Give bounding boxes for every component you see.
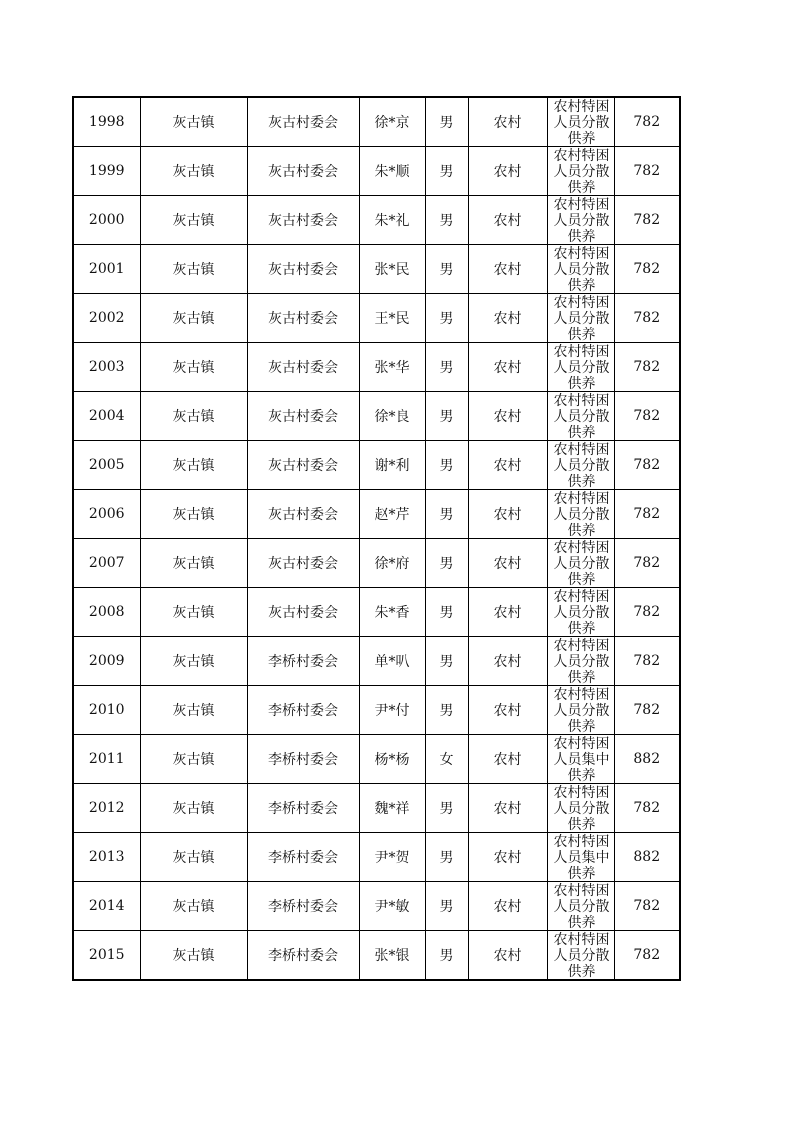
row-number: 2005	[73, 441, 140, 490]
village-committee-cell: 灰古村委会	[247, 245, 359, 294]
amount-cell: 782	[614, 784, 680, 833]
town-cell: 灰古镇	[140, 245, 247, 294]
table-row	[73, 147, 680, 196]
area-cell: 农村	[468, 294, 547, 343]
area-cell: 农村	[468, 196, 547, 245]
assistance-type-text: 农村特困人员分散供养	[553, 540, 610, 587]
assistance-type-text: 农村特困人员分散供养	[553, 99, 610, 146]
area-cell: 农村	[468, 588, 547, 637]
village-committee-cell: 李桥村委会	[247, 735, 359, 784]
name-cell: 张*银	[359, 931, 425, 981]
area-cell: 农村	[468, 784, 547, 833]
village-committee-cell: 灰古村委会	[247, 441, 359, 490]
town-cell: 灰古镇	[140, 784, 247, 833]
name-cell: 谢*利	[359, 441, 425, 490]
town-cell: 灰古镇	[140, 392, 247, 441]
row-number: 2008	[73, 588, 140, 637]
town-cell: 灰古镇	[140, 637, 247, 686]
assistance-type-text: 农村特困人员分散供养	[553, 687, 610, 734]
gender-cell: 男	[425, 392, 468, 441]
row-number: 2011	[73, 735, 140, 784]
name-cell: 单*叭	[359, 637, 425, 686]
name-cell: 尹*贺	[359, 833, 425, 882]
row-number: 2006	[73, 490, 140, 539]
row-number: 2000	[73, 196, 140, 245]
amount-cell: 782	[614, 245, 680, 294]
gender-cell: 男	[425, 441, 468, 490]
row-number: 2015	[73, 931, 140, 981]
assistance-type-text: 农村特困人员分散供养	[553, 393, 610, 440]
assistance-type-cell	[547, 343, 614, 392]
assistance-type-text: 农村特困人员分散供养	[553, 491, 610, 538]
name-cell: 张*华	[359, 343, 425, 392]
town-cell: 灰古镇	[140, 735, 247, 784]
table-row	[73, 441, 680, 490]
town-cell: 灰古镇	[140, 97, 247, 147]
area-cell: 农村	[468, 686, 547, 735]
assistance-type-cell	[547, 294, 614, 343]
amount-cell: 782	[614, 637, 680, 686]
table-row	[73, 833, 680, 882]
assistance-type-text: 农村特困人员分散供养	[553, 197, 610, 244]
village-committee-cell: 灰古村委会	[247, 294, 359, 343]
name-cell: 杨*杨	[359, 735, 425, 784]
table-row	[73, 392, 680, 441]
area-cell: 农村	[468, 833, 547, 882]
row-number: 2007	[73, 539, 140, 588]
relief-roster-table	[72, 96, 681, 981]
assistance-type-text: 农村特困人员分散供养	[553, 589, 610, 636]
town-cell: 灰古镇	[140, 147, 247, 196]
amount-cell: 782	[614, 931, 680, 981]
amount-cell: 782	[614, 882, 680, 931]
amount-cell: 782	[614, 294, 680, 343]
assistance-type-text: 农村特困人员分散供养	[553, 295, 610, 342]
town-cell: 灰古镇	[140, 343, 247, 392]
area-cell: 农村	[468, 441, 547, 490]
amount-cell: 782	[614, 196, 680, 245]
row-number: 2004	[73, 392, 140, 441]
village-committee-cell: 李桥村委会	[247, 637, 359, 686]
name-cell: 徐*良	[359, 392, 425, 441]
table-row	[73, 588, 680, 637]
village-committee-cell: 灰古村委会	[247, 147, 359, 196]
village-committee-cell: 灰古村委会	[247, 97, 359, 147]
row-number: 2012	[73, 784, 140, 833]
table-row	[73, 686, 680, 735]
town-cell: 灰古镇	[140, 539, 247, 588]
assistance-type-cell	[547, 833, 614, 882]
assistance-type-text: 农村特困人员分散供养	[553, 246, 610, 293]
row-number: 2002	[73, 294, 140, 343]
assistance-type-text: 农村特困人员分散供养	[553, 932, 610, 979]
area-cell: 农村	[468, 97, 547, 147]
table-row	[73, 637, 680, 686]
town-cell: 灰古镇	[140, 931, 247, 981]
assistance-type-cell	[547, 686, 614, 735]
gender-cell: 男	[425, 686, 468, 735]
assistance-type-text: 农村特困人员分散供养	[553, 442, 610, 489]
table-row	[73, 294, 680, 343]
name-cell: 尹*付	[359, 686, 425, 735]
town-cell: 灰古镇	[140, 882, 247, 931]
amount-cell: 782	[614, 686, 680, 735]
name-cell: 赵*芹	[359, 490, 425, 539]
gender-cell: 男	[425, 637, 468, 686]
town-cell: 灰古镇	[140, 490, 247, 539]
amount-cell: 782	[614, 490, 680, 539]
gender-cell: 男	[425, 147, 468, 196]
table-row	[73, 931, 680, 981]
assistance-type-cell	[547, 882, 614, 931]
gender-cell: 男	[425, 294, 468, 343]
row-number: 2009	[73, 637, 140, 686]
assistance-type-cell	[547, 539, 614, 588]
village-committee-cell: 李桥村委会	[247, 882, 359, 931]
amount-cell: 782	[614, 147, 680, 196]
row-number: 1999	[73, 147, 140, 196]
area-cell: 农村	[468, 245, 547, 294]
assistance-type-text: 农村特困人员集中供养	[553, 736, 610, 783]
row-number: 2001	[73, 245, 140, 294]
village-committee-cell: 灰古村委会	[247, 196, 359, 245]
assistance-type-cell	[547, 931, 614, 981]
table-row	[73, 490, 680, 539]
name-cell: 王*民	[359, 294, 425, 343]
village-committee-cell: 李桥村委会	[247, 784, 359, 833]
assistance-type-text: 农村特困人员分散供养	[553, 344, 610, 391]
table-row	[73, 343, 680, 392]
assistance-type-cell	[547, 196, 614, 245]
table-row	[73, 882, 680, 931]
table-row	[73, 196, 680, 245]
assistance-type-text: 农村特困人员分散供养	[553, 785, 610, 832]
amount-cell: 782	[614, 97, 680, 147]
name-cell: 朱*顺	[359, 147, 425, 196]
village-committee-cell: 李桥村委会	[247, 686, 359, 735]
amount-cell: 882	[614, 735, 680, 784]
assistance-type-text: 农村特困人员分散供养	[553, 883, 610, 930]
gender-cell: 男	[425, 882, 468, 931]
town-cell: 灰古镇	[140, 833, 247, 882]
name-cell: 张*民	[359, 245, 425, 294]
village-committee-cell: 灰古村委会	[247, 588, 359, 637]
assistance-type-cell	[547, 637, 614, 686]
town-cell: 灰古镇	[140, 294, 247, 343]
row-number: 2013	[73, 833, 140, 882]
gender-cell: 男	[425, 931, 468, 981]
gender-cell: 男	[425, 196, 468, 245]
amount-cell: 782	[614, 441, 680, 490]
amount-cell: 782	[614, 588, 680, 637]
assistance-type-cell	[547, 147, 614, 196]
name-cell: 徐*府	[359, 539, 425, 588]
assistance-type-cell	[547, 245, 614, 294]
table-row	[73, 539, 680, 588]
village-committee-cell: 李桥村委会	[247, 931, 359, 981]
assistance-type-text: 农村特困人员分散供养	[553, 148, 610, 195]
area-cell: 农村	[468, 539, 547, 588]
area-cell: 农村	[468, 147, 547, 196]
amount-cell: 782	[614, 539, 680, 588]
table-row	[73, 784, 680, 833]
area-cell: 农村	[468, 882, 547, 931]
row-number: 1998	[73, 97, 140, 147]
area-cell: 农村	[468, 343, 547, 392]
town-cell: 灰古镇	[140, 196, 247, 245]
gender-cell: 男	[425, 245, 468, 294]
area-cell: 农村	[468, 931, 547, 981]
name-cell: 魏*祥	[359, 784, 425, 833]
roster-body	[73, 97, 680, 980]
village-committee-cell: 灰古村委会	[247, 392, 359, 441]
name-cell: 朱*香	[359, 588, 425, 637]
row-number: 2010	[73, 686, 140, 735]
amount-cell: 782	[614, 343, 680, 392]
area-cell: 农村	[468, 637, 547, 686]
assistance-type-cell	[547, 784, 614, 833]
assistance-type-text: 农村特困人员分散供养	[553, 638, 610, 685]
name-cell: 徐*京	[359, 97, 425, 147]
assistance-type-cell	[547, 392, 614, 441]
assistance-type-cell	[547, 735, 614, 784]
town-cell: 灰古镇	[140, 441, 247, 490]
table-row	[73, 735, 680, 784]
assistance-type-cell	[547, 441, 614, 490]
amount-cell: 782	[614, 392, 680, 441]
row-number: 2003	[73, 343, 140, 392]
assistance-type-cell	[547, 490, 614, 539]
table-row	[73, 245, 680, 294]
gender-cell: 男	[425, 539, 468, 588]
village-committee-cell: 灰古村委会	[247, 343, 359, 392]
assistance-type-cell	[547, 97, 614, 147]
name-cell: 尹*敏	[359, 882, 425, 931]
gender-cell: 男	[425, 588, 468, 637]
amount-cell: 882	[614, 833, 680, 882]
village-committee-cell: 李桥村委会	[247, 833, 359, 882]
gender-cell: 男	[425, 97, 468, 147]
town-cell: 灰古镇	[140, 588, 247, 637]
village-committee-cell: 灰古村委会	[247, 539, 359, 588]
village-committee-cell: 灰古村委会	[247, 490, 359, 539]
area-cell: 农村	[468, 735, 547, 784]
area-cell: 农村	[468, 392, 547, 441]
table-row	[73, 97, 680, 147]
name-cell: 朱*礼	[359, 196, 425, 245]
gender-cell: 女	[425, 735, 468, 784]
gender-cell: 男	[425, 490, 468, 539]
town-cell: 灰古镇	[140, 686, 247, 735]
gender-cell: 男	[425, 343, 468, 392]
row-number: 2014	[73, 882, 140, 931]
gender-cell: 男	[425, 833, 468, 882]
area-cell: 农村	[468, 490, 547, 539]
assistance-type-cell	[547, 588, 614, 637]
assistance-type-text: 农村特困人员集中供养	[553, 834, 610, 881]
gender-cell: 男	[425, 784, 468, 833]
